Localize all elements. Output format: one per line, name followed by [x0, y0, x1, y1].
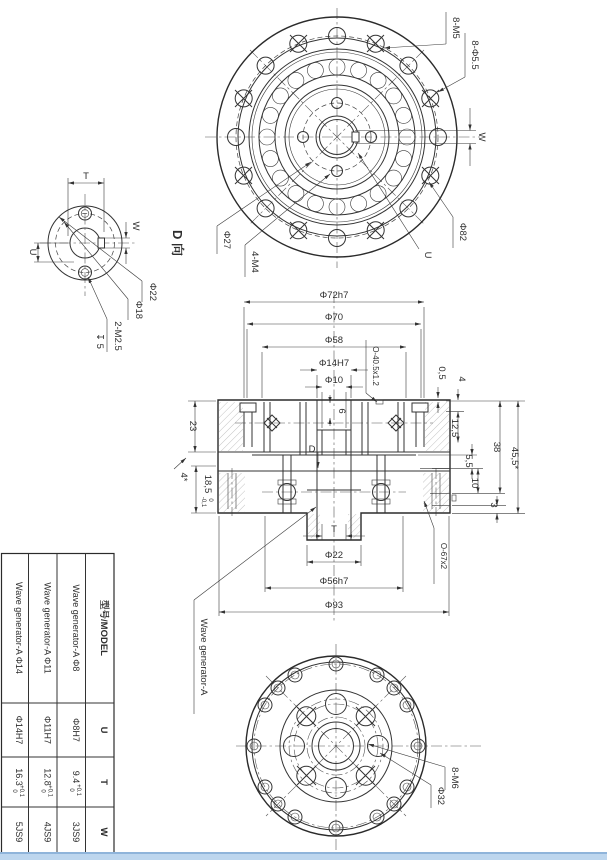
dim-18-5-up: 0	[207, 498, 213, 502]
row1-w: 3JS9	[71, 821, 81, 843]
dim-18-5-dn: -0,1	[200, 496, 206, 508]
row1-t-dn: 0	[68, 788, 74, 792]
table-header-t: T	[98, 779, 109, 785]
oring-67-label: O-67x2	[439, 542, 448, 570]
oring-40-label: O-40.5x1.2	[371, 346, 380, 386]
dim-18-5: 18,5	[202, 474, 213, 494]
section-view	[174, 290, 525, 714]
row2-w: 4JS9	[42, 821, 53, 843]
row2-u: Φ11H7	[42, 715, 53, 745]
dview-phi22-label: Φ22	[147, 282, 158, 302]
row1-u: Φ8H7	[71, 718, 81, 742]
front-8phi55-label: 8-Φ5.5	[469, 40, 480, 70]
dview-t-label: T	[83, 171, 89, 182]
front-4m4-label: 4-M4	[249, 251, 260, 273]
row2-model: Wave generator-A Φ11	[42, 582, 53, 674]
front-w-label: W	[476, 132, 487, 142]
dim-phi58: Φ58	[324, 335, 344, 346]
table-header-w: W	[98, 827, 109, 837]
row3-t-dn: 0	[11, 789, 17, 793]
dim-23: 23	[187, 420, 198, 432]
window-edge-bar	[0, 852, 607, 854]
window-edge-bar-light	[0, 854, 607, 860]
dim-12-5: 12,5	[449, 418, 460, 438]
row2-t-dn: 0	[39, 789, 46, 793]
wave-generator-label: Wave generator-A	[198, 618, 209, 696]
dview-w-label: W	[130, 221, 141, 231]
row1-model: Wave generator-A Φ8	[71, 584, 81, 672]
bottom-phi32-label: Φ32	[435, 786, 446, 806]
row3-w: 5JS9	[14, 821, 24, 843]
dim-phi70: Φ70	[324, 312, 344, 323]
dim-phi10: Φ10	[324, 375, 344, 386]
dim-phi22: Φ22	[324, 550, 344, 561]
row2-t-up: +0.1	[46, 785, 53, 797]
dim-phi93: Φ93	[324, 600, 344, 611]
d-direction-mark: D	[308, 444, 316, 455]
table-header-model: 型号/MODEL	[98, 600, 109, 656]
dview-phi18-label: Φ18	[133, 300, 144, 320]
dim-phi14h7: Φ14H7	[318, 358, 350, 369]
dview-depth-label: ↧ 5	[94, 333, 105, 349]
dview-2m25-label: 2-M2.5	[112, 321, 123, 351]
front-view	[205, 8, 487, 277]
front-phi82-label: Φ82	[457, 222, 468, 242]
dim-5-5: 5,5	[463, 454, 474, 468]
dim-45-5: 45,5*	[509, 446, 520, 470]
row3-t-up: +0.1	[18, 785, 24, 797]
row3-model: Wave generator-A Φ14	[14, 582, 24, 674]
dim-4: 4	[456, 376, 467, 382]
row3-u: Φ14H7	[14, 715, 24, 745]
table-header-u: U	[98, 726, 109, 734]
bottom-8m6-label: 8-M6	[449, 767, 460, 789]
row1-t-up: +0.1	[75, 784, 81, 796]
dim-phi72h7: Φ72h7	[319, 290, 349, 301]
dim-4star: 4*	[178, 472, 189, 482]
dim-phi56h7: Φ56h7	[319, 576, 349, 587]
front-8m5-label: 8-M5	[450, 17, 461, 39]
bottom-view	[236, 644, 482, 856]
dim-38: 38	[491, 441, 502, 453]
dim-3: 3	[488, 502, 499, 508]
row2-t: 12.8	[42, 768, 53, 786]
row3-t: 16.3	[14, 768, 24, 786]
dim-6: 6	[336, 408, 347, 414]
dim-10: 10	[469, 477, 480, 489]
row1-t: 9.4	[71, 770, 81, 784]
front-u-label: U	[422, 251, 433, 259]
dim-t-section: T	[331, 524, 337, 535]
dview-title: D 向	[170, 229, 185, 257]
dim-0-5: 0,5	[436, 366, 447, 380]
front-phi27-label: Φ27	[221, 230, 232, 250]
model-table	[2, 554, 115, 857]
dview-u-label: U	[27, 248, 38, 256]
d-view	[27, 171, 185, 352]
